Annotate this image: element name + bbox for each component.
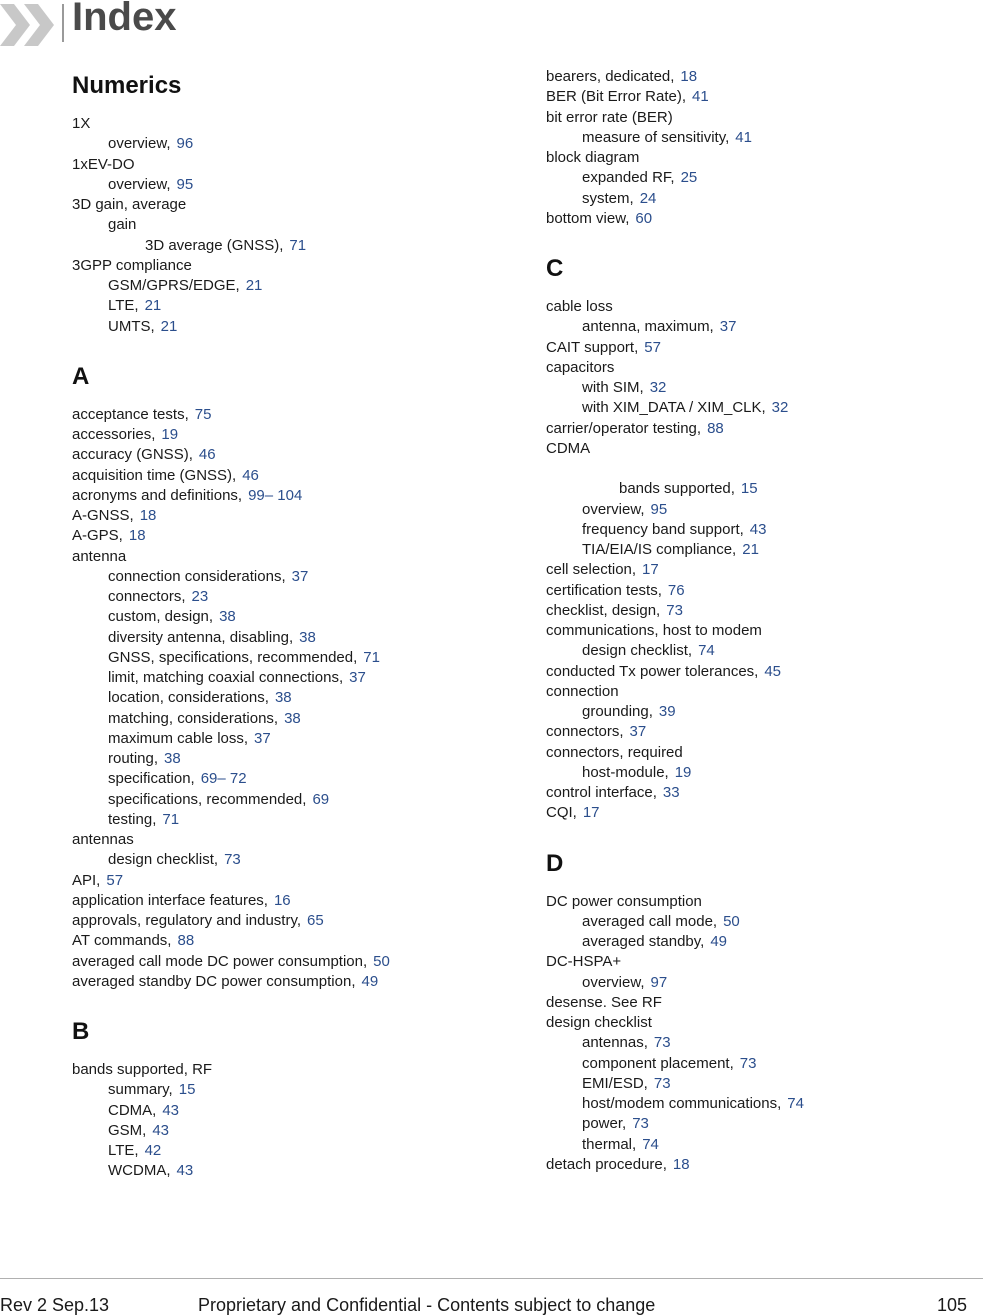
index-term: measure of sensitivity, [582,128,730,146]
page-link[interactable]: 17 [582,804,600,822]
index-term: 3D average (GNSS), [145,236,284,254]
page-link[interactable]: 25 [680,169,698,187]
index-entry [108,710,301,728]
page-link[interactable]: 38 [299,628,316,646]
index-term: location, considerations, [108,689,269,707]
index-term: specifications, recommended, [108,790,307,808]
page-link[interactable]: 38 [284,709,301,727]
section-heading: A [72,362,90,390]
index-entry [582,541,759,559]
page-link[interactable]: 18 [680,68,698,85]
section-heading: Numerics [72,72,182,99]
index-entry [582,764,691,782]
index-entry [108,1081,195,1099]
index-entry [546,1156,690,1174]
chevron-logo-icon [0,4,60,46]
index-term: approvals, regulatory and industry, [72,912,302,929]
index-term: bands supported, RF [72,1061,213,1078]
index-term: AT commands, [72,932,172,950]
index-entry [546,359,614,377]
index-term: with XIM_DATA / XIM_CLK, [582,399,766,417]
index-entry [582,1095,804,1113]
index-entry [108,750,181,768]
page-link[interactable]: 97 [650,973,668,991]
index-term: overview, [582,500,645,518]
page-link[interactable]: 24 [639,189,657,207]
index-entry [546,784,680,802]
page-link[interactable]: 23 [191,588,209,605]
page-link[interactable]: 73 [739,1054,757,1072]
page-link[interactable]: 95 [650,500,668,518]
page-link[interactable]: 21 [144,297,162,315]
index-entry [582,913,740,931]
page-link[interactable]: 71 [289,236,307,254]
index-term: block diagram [546,149,640,166]
index-term: system, [582,189,634,207]
index-term: with SIM, [582,379,644,396]
index-term: component placement, [582,1054,734,1072]
page-link[interactable]: 95 [176,175,194,193]
index-entry [619,480,758,498]
page-link[interactable]: 21 [245,277,263,294]
footer-confidentiality: Proprietary and Confidential - Contents subject to change [198,1295,656,1315]
index-term: design checklist, [108,851,219,869]
index-term: testing, [108,810,157,828]
index-term: conducted Tx power tolerances, [546,662,759,680]
index-entry [546,68,697,86]
index-term: routing, [108,750,159,767]
index-entry [72,953,390,971]
page-link[interactable]: 74 [642,1135,659,1153]
index-term: connectors, [108,588,186,605]
page-link[interactable]: 33 [662,784,680,801]
page-link[interactable]: 57 [106,871,124,889]
index-entry [546,622,762,640]
index-entry [546,723,646,741]
index-term: capacitors [546,358,615,376]
page-link[interactable]: 37 [719,318,737,336]
page-link[interactable]: 73 [224,851,241,869]
page-link[interactable]: 73 [632,1115,649,1133]
index-term: host/modem communications, [582,1095,782,1112]
index-entry [72,487,302,505]
index-term: overview, [108,135,171,153]
index-term: antennas, [582,1034,648,1052]
index-term: CAIT support, [546,338,639,356]
page-link[interactable]: 73 [653,1034,671,1052]
index-term: LTE, [108,297,139,315]
index-term: acceptance tests, [72,405,189,423]
index-entry [108,318,177,336]
index-entry [582,318,736,336]
page-link[interactable]: 74 [698,642,715,660]
index-term: design checklist [546,1014,652,1031]
index-term: specification, [108,770,195,788]
page-link[interactable]: 65 [307,912,324,929]
index-entry [72,932,194,950]
index-entry [72,548,126,566]
page-link[interactable]: 42 [144,1142,162,1159]
index-entry [72,1061,212,1079]
page-link[interactable]: 41 [692,88,709,106]
index-entry [582,974,667,992]
index-term: detach procedure, [546,1155,667,1173]
index-entry [108,568,308,586]
index-term: API, [72,871,101,889]
page-link[interactable]: 88 [177,932,195,950]
index-entry [546,602,683,620]
index-term: bearers, dedicated, [546,68,675,85]
index-term: 1xEV-DO [72,155,135,173]
index-term: limit, matching coaxial connections, [108,669,344,686]
index-entry [72,973,378,991]
page-link[interactable]: 73 [666,601,683,619]
page-link[interactable]: 88 [707,419,724,437]
index-entry [108,629,316,647]
index-entry [546,893,702,911]
index-entry [108,135,193,153]
index-term: overview, [108,175,171,193]
index-entry [108,216,136,234]
page-link[interactable]: 43 [162,1101,180,1119]
page-link[interactable]: 21 [160,317,178,335]
page-link[interactable]: 73 [653,1074,671,1092]
index-term: DC power consumption [546,892,702,910]
page-link[interactable]: 60 [635,209,653,227]
index-entry [582,1075,671,1093]
index-entry [72,912,324,930]
page-link[interactable]: 18 [139,507,157,524]
page-link[interactable]: 18 [672,1155,690,1173]
index-term: bottom view, [546,209,630,227]
index-term: checklist, design, [546,601,661,619]
index-term: desense. See RF [546,993,662,1011]
index-entry [108,608,236,626]
index-term: LTE, [108,1142,139,1159]
index-entry [546,582,685,600]
page-link[interactable]: 43 [152,1121,170,1139]
page-link[interactable]: 75 [194,405,212,423]
index-term: connectors, required [546,743,683,761]
index-entry [108,791,329,809]
index-entry [546,149,639,167]
index-term: EMI/ESD, [582,1074,648,1092]
index-entry [546,804,600,822]
index-entry [582,379,666,397]
index-entry [582,399,788,417]
footer-revision: Rev 2 Sep.13 [0,1295,110,1315]
index-term: antenna, maximum, [582,318,714,336]
index-entry [72,156,135,174]
page-link[interactable]: 71 [363,648,380,666]
index-entry [546,953,621,971]
index-entry [108,1162,193,1180]
page-link[interactable]: 37 [254,729,271,747]
index-term: CDMA, [108,1101,157,1119]
index-entry [108,1122,169,1140]
index-term: accuracy (GNSS), [72,446,193,464]
index-entry [72,467,259,485]
page-link[interactable]: 76 [667,581,685,599]
index-entry [546,663,781,681]
index-entry [108,297,161,315]
index-entry [582,169,697,187]
index-term: maximum cable loss, [108,729,249,747]
page-link[interactable]: 43 [176,1162,194,1180]
page-link[interactable]: 32 [771,399,789,417]
index-term: WCDMA, [108,1162,171,1180]
index-entry [582,190,656,208]
index-term: matching, considerations, [108,709,279,727]
index-entry [546,1014,652,1032]
index-entry [72,872,123,890]
page-link[interactable]: 69 [312,790,330,808]
index-entry [108,1102,179,1120]
index-entry [546,210,652,228]
index-term: averaged call mode DC power consumption, [72,952,368,970]
index-entry [72,892,291,910]
index-entry [72,406,211,424]
index-entry [582,1115,649,1133]
index-term: carrier/operator testing, [546,419,702,437]
index-term: CDMA [546,439,591,457]
index-term: gain [108,216,137,234]
page-link[interactable]: 99– 104 [248,486,303,504]
section-heading: B [72,1018,90,1045]
index-entry [108,588,208,606]
index-term: control interface, [546,784,657,801]
index-entry [582,703,676,721]
page-link[interactable]: 45 [764,662,782,680]
index-term: BER (Bit Error Rate), [546,88,687,106]
index-term: averaged standby, [582,933,705,950]
index-term: summary, [108,1081,173,1099]
index-term: design checklist, [582,642,693,660]
index-term: DC-HSPA+ [546,953,622,971]
index-entry [72,115,90,133]
footer-page-number: 105 [936,1295,967,1315]
index-entry [72,507,156,525]
index-entry [582,501,667,519]
index-term: cable loss [546,298,613,315]
page-link[interactable]: 46 [198,446,216,464]
index-term: GSM, [108,1121,147,1139]
index-term: custom, design, [108,608,214,626]
index-entry [108,770,247,788]
index-term: grounding, [582,703,653,720]
section-heading: D [546,849,564,877]
index-term: expanded RF, [582,169,675,187]
index-entry [582,1136,659,1154]
page-link[interactable]: 49 [361,972,379,990]
page-link[interactable]: 41 [735,128,752,146]
index-entry [546,994,662,1012]
index-term: connectors, [546,723,624,741]
page-link[interactable]: 50 [723,912,740,930]
index-entry [546,683,619,701]
index-term: host-module, [582,763,669,781]
page-link[interactable]: 37 [349,669,366,686]
index-entry [72,426,178,444]
index-entry [108,176,193,194]
page-link[interactable]: 17 [642,561,659,579]
index-entry [108,669,366,687]
index-entry [108,689,292,707]
index-term: TIA/EIA/IS compliance, [582,541,737,558]
page-link[interactable]: 19 [674,763,692,781]
index-term: averaged standby DC power consumption, [72,972,356,990]
index-entry [108,811,179,829]
index-term: connection considerations, [108,567,286,585]
page-link[interactable]: 96 [176,135,194,153]
index-term: 3D gain, average [72,196,187,213]
index-term: CQI, [546,804,577,822]
page-link[interactable]: 37 [629,723,647,741]
page-link[interactable]: 46 [242,466,259,484]
index-term: GSM/GPRS/EDGE, [108,277,240,294]
page-link[interactable]: 21 [742,541,759,558]
page-link[interactable]: 50 [373,952,390,970]
index-entry [546,109,673,127]
header-divider [62,4,64,42]
index-entry [546,420,724,438]
index-term: bit error rate (BER) [546,108,673,126]
index-entry [582,129,752,147]
section-heading: C [546,255,564,282]
page-link[interactable]: 38 [164,750,181,767]
index-term: diversity antenna, disabling, [108,628,294,646]
index-entry [582,521,766,539]
index-entry [108,1142,161,1160]
index-entry [108,730,271,748]
index-term: overview, [582,973,645,991]
page-link[interactable]: 39 [658,703,676,720]
index-entry [72,446,216,464]
index-term: communications, host to modem [546,622,762,639]
index-term: thermal, [582,1135,637,1153]
index-entry [108,277,262,295]
page-link[interactable]: 32 [649,379,667,396]
index-entry [145,237,306,255]
index-term: A-GPS, [72,527,123,545]
index-entry [72,831,134,849]
index-entry [582,642,715,660]
index-entry [546,561,659,579]
index-term: 1X [72,115,91,132]
page-title: Index [72,0,177,39]
index-term: accessories, [72,426,156,443]
index-term: GNSS, specifications, recommended, [108,648,358,666]
index-entry [546,298,613,316]
index-term: certification tests, [546,581,662,599]
footer-divider [0,1278,983,1279]
page-link[interactable]: 71 [162,810,180,828]
page-link[interactable]: 19 [161,426,179,443]
index-term: frequency band support, [582,520,744,538]
index-term: application interface features, [72,891,268,909]
page-link[interactable]: 37 [291,567,309,585]
index-entry [546,440,590,458]
index-term: cell selection, [546,561,637,579]
index-entry [108,649,380,667]
page-link[interactable]: 74 [787,1095,804,1112]
index-term: UMTS, [108,317,155,335]
index-entry [582,933,727,951]
index-entry [108,851,241,869]
page-link[interactable]: 15 [740,480,758,498]
index-term: bands supported, [619,480,735,498]
index-entry [546,744,683,762]
page-link[interactable]: 43 [749,520,767,538]
index-term: averaged call mode, [582,912,718,930]
index-entry [582,1034,671,1052]
page-link[interactable]: 57 [644,338,661,356]
page-link[interactable]: 15 [178,1081,196,1099]
page-link[interactable]: 16 [273,891,291,909]
index-term: A-GNSS, [72,507,134,524]
index-term: antenna [72,547,127,565]
index-entry [72,196,186,214]
index-term: antennas [72,831,134,848]
page-link[interactable]: 69– 72 [200,770,247,788]
page-link[interactable]: 38 [274,689,292,707]
index-entry [582,1055,756,1073]
index-term: acronyms and definitions, [72,486,243,504]
index-entry [546,339,661,357]
page-link[interactable]: 38 [219,608,236,626]
index-term: acquisition time (GNSS), [72,466,237,484]
index-term: power, [582,1115,627,1133]
index-entry [546,88,709,106]
index-term: 3GPP compliance [72,256,192,274]
index-entry [72,257,192,275]
index-entry [72,527,146,545]
page-link[interactable]: 18 [128,527,146,545]
index-term: connection [546,682,619,700]
page-link[interactable]: 49 [710,933,727,950]
